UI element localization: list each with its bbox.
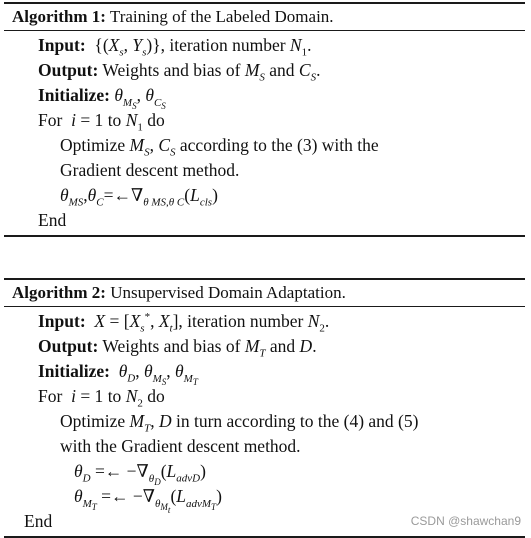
gradient-line xyxy=(4,434,525,459)
algorithm-2-body xyxy=(4,307,525,535)
end-keyword: End xyxy=(38,210,67,230)
for-line: For i = 1 to $N_2$ do xyxy=(38,386,165,410)
input-line: Input: {($X_s$, $Y_s$)}, iteration number $N_1$. xyxy=(38,35,312,59)
algorithm-label: Algorithm 1: xyxy=(12,7,106,26)
optimize-line: Optimize $M_T$, D in turn according to the (4) and (5) xyxy=(60,411,419,435)
end-line xyxy=(4,208,525,233)
algorithm-2-block xyxy=(4,278,525,538)
optimize-text: Optimize xyxy=(60,135,130,155)
input-math: {($X_s$, $Y_s$)} xyxy=(94,35,161,59)
for-keyword: For xyxy=(38,386,67,406)
optimize-rest: in turn according to the (4) and (5) xyxy=(171,411,419,431)
algorithm-1-block xyxy=(4,2,525,237)
algorithm-1-title xyxy=(4,4,525,30)
input-text: , iteration number xyxy=(160,35,290,55)
input-line: Input: $X = [X_s^*$, $X_t$], iteration number $N_2$. xyxy=(38,311,330,335)
for-to: to xyxy=(103,386,126,406)
output-period: . xyxy=(312,336,317,356)
iteration-symbol: $N_2$ xyxy=(307,311,325,335)
output-and: and xyxy=(265,336,300,356)
optimize-line: Optimize $M_S$, $C_S$ according to the (3) with the xyxy=(60,135,379,159)
gradient-text: with the Gradient descent method. xyxy=(60,436,301,456)
input-text: , iteration number xyxy=(178,311,308,331)
gradient-text: Gradient descent method. xyxy=(60,160,240,180)
for-keyword: For xyxy=(38,110,67,130)
for-to: to xyxy=(103,110,126,130)
update-rule-d: $\theta_D$ =← $-\nabla_{\theta_D}(L_{advD})$ xyxy=(74,461,206,487)
output-keyword: Output: xyxy=(38,60,99,80)
algorithm-title-text: Unsupervised Domain Adaptation. xyxy=(110,283,346,302)
input-keyword: Input: xyxy=(38,311,86,331)
initialize-keyword: Initialize: xyxy=(38,85,110,105)
optimize-rest: according to the (3) with the xyxy=(175,135,379,155)
update-rule-mt: $\theta_{M_T}$ =← $-\nabla_{\theta_{M_t}}(L_{advM_T})$ xyxy=(74,486,222,515)
output-text: Weights and bias of xyxy=(102,336,245,356)
output-period: . xyxy=(316,60,321,80)
watermark: CSDN @shawchan9 xyxy=(410,514,521,528)
end-keyword: End xyxy=(24,511,53,531)
gradient-line xyxy=(4,158,525,183)
output-and: and xyxy=(264,60,299,80)
output-keyword: Output: xyxy=(38,336,99,356)
algorithm-title-text: Training of the Labeled Domain. xyxy=(109,7,334,26)
initialize-keyword: Initialize: xyxy=(38,361,110,381)
optimize-text: Optimize xyxy=(60,411,130,431)
input-math: $X = [X_s^*$, $X_t$] xyxy=(94,311,179,335)
algorithm-2-title xyxy=(4,280,525,306)
input-keyword: Input: xyxy=(38,35,86,55)
initialize-line: Initialize: $\theta_{M_S}$, $\theta_{C_S}$ xyxy=(38,85,166,111)
output-text: Weights and bias of xyxy=(102,60,245,80)
output-line: Output: Weights and bias of $M_T$ and D. xyxy=(38,336,317,360)
iteration-symbol: $N_1$ xyxy=(289,35,308,59)
algorithm-1-body xyxy=(4,31,525,234)
algorithm-label: Algorithm 2: xyxy=(12,283,106,302)
for-do: do xyxy=(142,110,165,130)
for-line: For i = 1 to $N_1$ do xyxy=(38,110,165,134)
output-line: Output: Weights and bias of $M_S$ and $C_S$. xyxy=(38,60,321,84)
update-rule: $\theta_{MS},\theta_C=\leftarrow\nabla_{\theta MS,\theta C}(L_{cls})$ xyxy=(60,185,218,209)
for-do: do xyxy=(142,386,165,406)
initialize-line: Initialize: $\theta_D$, $\theta_{M_S}$, $\theta_{M_T}$ xyxy=(38,361,198,387)
bottom-rule xyxy=(4,235,525,237)
